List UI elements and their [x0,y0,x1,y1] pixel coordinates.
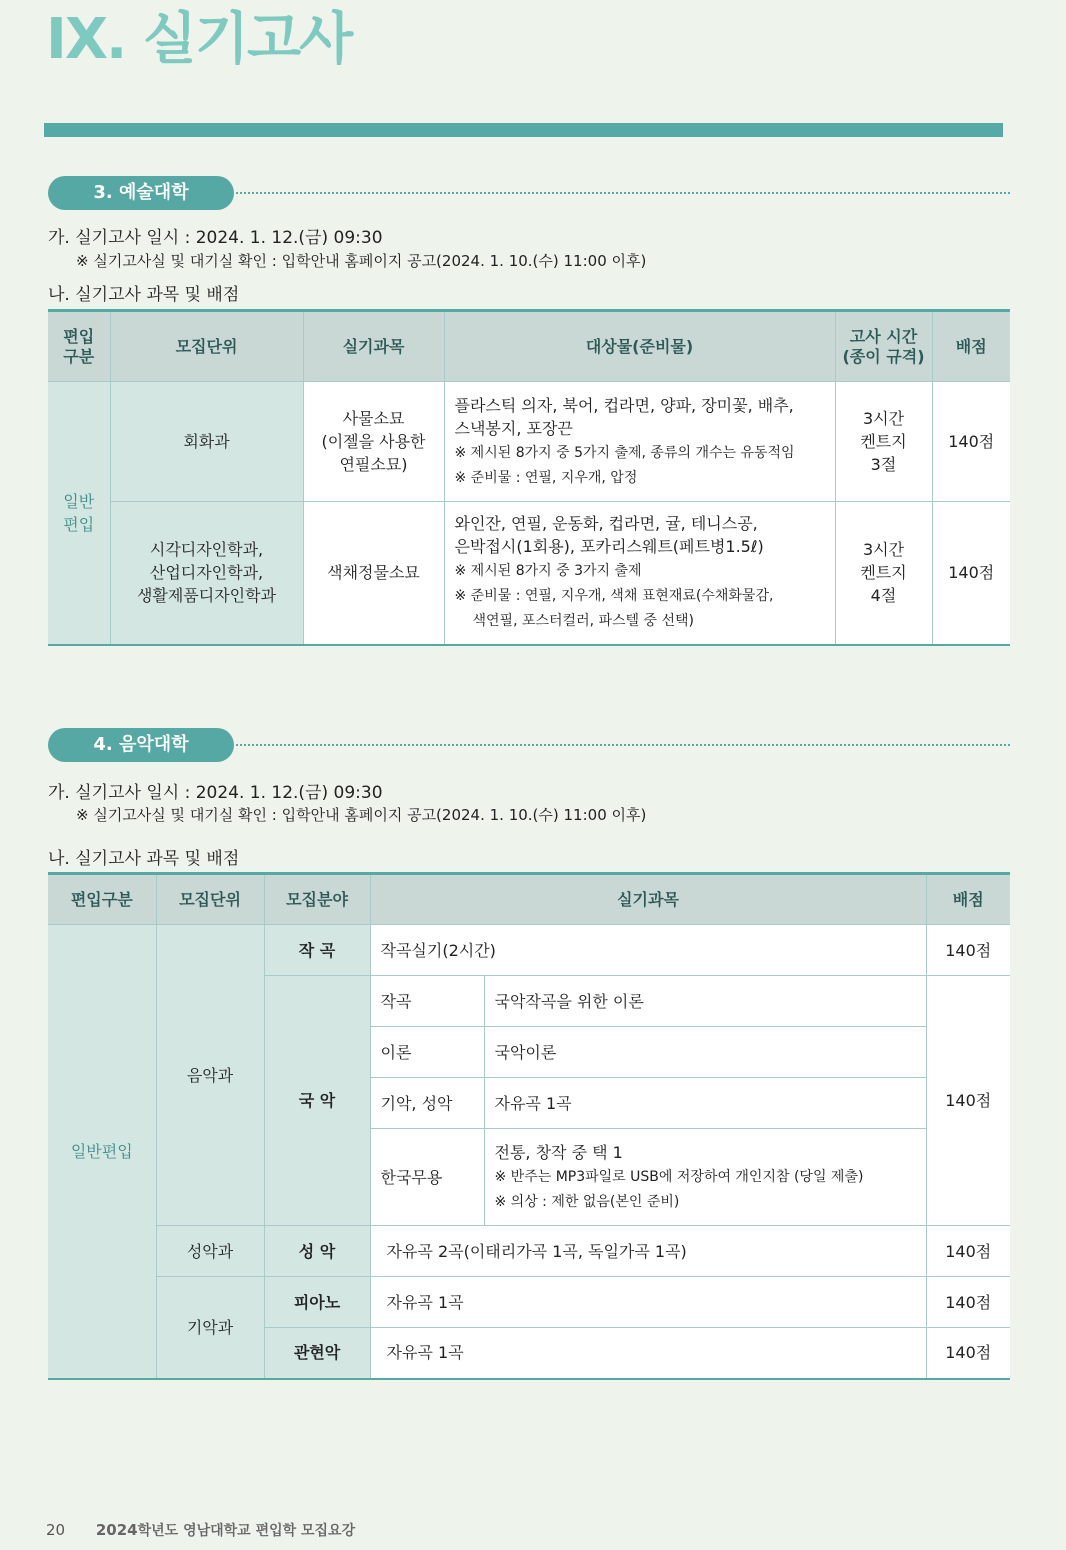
admission-type-cell: 일반 편입 [48,382,110,645]
score-cell: 140점 [926,925,1010,976]
dotted-divider [236,192,1010,194]
unit-music: 음악과 [156,925,264,1226]
objects-cell: 와인잔, 연필, 운동화, 컵라면, 귤, 테니스공, 은박접시(1회용), 포카리스웨트(페트병1.5ℓ) ※ 제시된 8가지 중 3가지 출제 ※ 준비물 : 연필, 지우개, 색채 표현재료(수채화물감, 색연필, 포스터컬러, 파스텔 중 선택) [444,502,835,645]
music-exam-table [48,872,1010,1380]
art-section-label: 3. 예술대학 [48,176,234,210]
table-row [48,925,1010,976]
music-subject-heading: 나. 실기고사 과목 및 배점 [48,849,240,869]
unit-cell: 회화과 [110,382,303,502]
art-exam-table [48,309,1010,646]
art-section-header [48,176,1010,210]
field-vocal: 성 악 [264,1226,370,1277]
table-header-row [48,311,1010,382]
admission-type-cell: 일반편입 [48,925,156,1379]
header-type: 편입 구분 [48,311,110,382]
table-row [48,502,1010,645]
header-type: 편입구분 [48,874,156,925]
table-row [48,1226,1010,1277]
subject-cell: 자유곡 2곡(이태리가곡 1곡, 독일가곡 1곡) [370,1226,926,1277]
music-schedule: 가. 실기고사 일시 : 2024. 1. 12.(금) 09:30 [48,783,383,803]
score-cell: 140점 [932,502,1010,645]
gukak-label: 작곡 [370,976,484,1027]
art-room-note: ※ 실기고사실 및 대기실 확인 : 입학안내 홈페이지 공고(2024. 1. 10.(수) 11:00 이후) [76,252,647,270]
header-score: 배점 [926,874,1010,925]
music-section-label: 4. 음악대학 [48,728,234,762]
subject-cell: 자유곡 1곡 [370,1277,926,1328]
table-header-row [48,874,1010,925]
title-underline-bar [44,123,1003,137]
header-unit: 모집단위 [110,311,303,382]
gukak-value: 국악작곡을 위한 이론 [484,976,926,1027]
score-cell: 140점 [926,1328,1010,1379]
header-field: 모집분야 [264,874,370,925]
table-row [48,382,1010,502]
unit-cell: 시각디자인학과, 산업디자인학과, 생활제품디자인학과 [110,502,303,645]
header-time: 고사 시간 (종이 규격) [835,311,932,382]
table-row [48,1277,1010,1328]
score-cell: 140점 [926,1277,1010,1328]
music-room-note: ※ 실기고사실 및 대기실 확인 : 입학안내 홈페이지 공고(2024. 1. 10.(수) 11:00 이후) [76,806,647,824]
gukak-value: 국악이론 [484,1027,926,1078]
unit-vocal: 성악과 [156,1226,264,1277]
unit-instrument: 기악과 [156,1277,264,1379]
gukak-label: 이론 [370,1027,484,1078]
art-schedule: 가. 실기고사 일시 : 2024. 1. 12.(금) 09:30 [48,228,383,248]
page-number: 20 [46,1521,66,1539]
score-cell: 140점 [932,382,1010,502]
time-cell: 3시간 켄트지 4절 [835,502,932,645]
document-title: 2024학년도 영남대학교 편입학 모집요강 [95,1521,356,1539]
gukak-label: 기악, 성악 [370,1078,484,1129]
subject-cell: 색채정물소묘 [303,502,444,645]
field-strings: 관현악 [264,1328,370,1379]
page-footer [46,1520,355,1540]
page-title: IX. 실기고사 [46,7,352,72]
dotted-divider [236,744,1010,746]
subject-cell: 작곡실기(2시간) [370,925,926,976]
header-score: 배점 [932,311,1010,382]
header-subject: 실기과목 [370,874,926,925]
header-objects: 대상물(준비물) [444,311,835,382]
subject-cell: 자유곡 1곡 [370,1328,926,1379]
subject-cell: 사물소묘 (이젤을 사용한 연필소묘) [303,382,444,502]
time-cell: 3시간 켄트지 3절 [835,382,932,502]
header-subject: 실기과목 [303,311,444,382]
objects-cell: 플라스틱 의자, 북어, 컵라면, 양파, 장미꽃, 배추, 스낵봉지, 포장끈 ※ 제시된 8가지 중 5가지 출제, 종류의 개수는 유동적임 ※ 준비물 : 연필, 지우개, 압정 [444,382,835,502]
gukak-value: 자유곡 1곡 [484,1078,926,1129]
field-piano: 피아노 [264,1277,370,1328]
score-cell: 140점 [926,1226,1010,1277]
gukak-label: 한국무용 [370,1129,484,1226]
music-section-header [48,728,1010,762]
field-gukak: 국 악 [264,976,370,1226]
header-unit: 모집단위 [156,874,264,925]
score-cell: 140점 [926,976,1010,1226]
art-subject-heading: 나. 실기고사 과목 및 배점 [48,285,240,305]
field-composition: 작 곡 [264,925,370,976]
gukak-value: 전통, 창작 중 택 1 ※ 반주는 MP3파일로 USB에 저장하여 개인지참 (당일 제출) ※ 의상 : 제한 없음(본인 준비) [484,1129,926,1226]
